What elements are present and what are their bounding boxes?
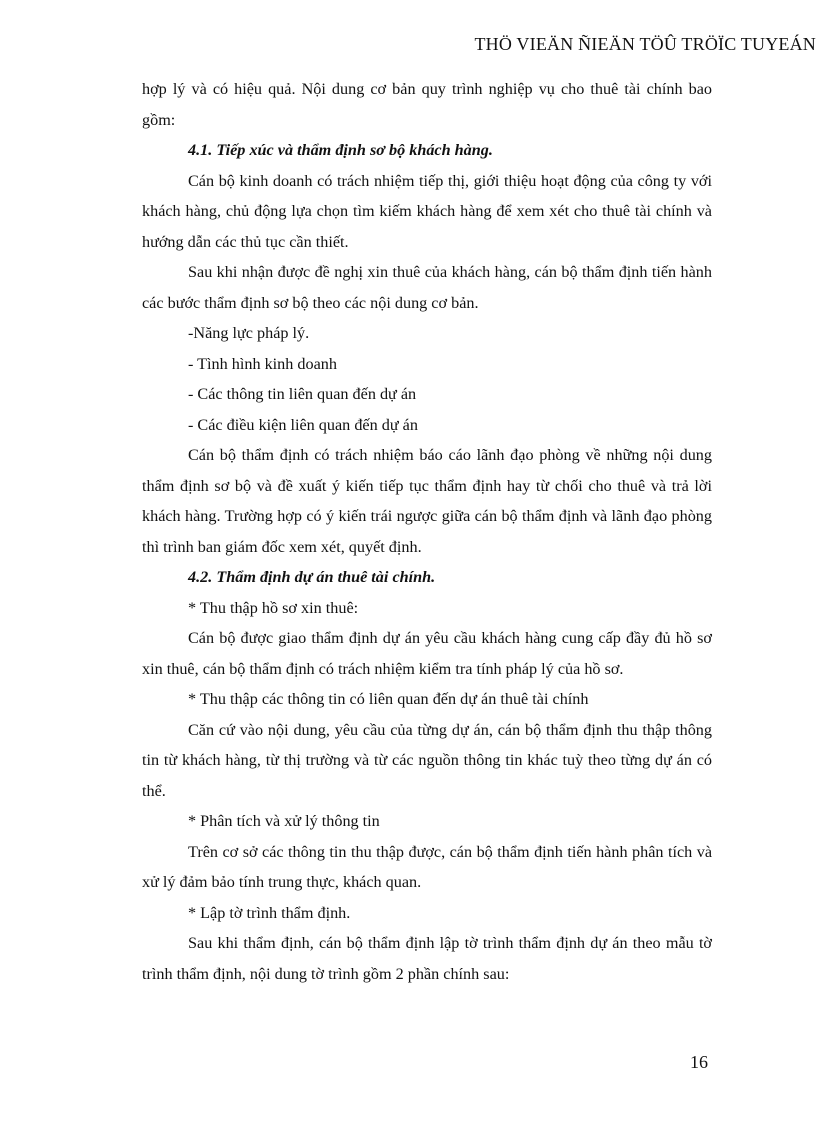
paragraph: Sau khi nhận được đề nghị xin thuê của khách hàng, cán bộ thẩm định tiến hành các bước thẩm định sơ bộ theo các nội dung cơ bản. (142, 263, 712, 312)
list-item: - Các thông tin liên quan đến dự án (188, 385, 417, 403)
section-heading: 4.2. Thẩm định dự án thuê tài chính. (188, 568, 436, 586)
list-item: * Phân tích và xử lý thông tin (188, 812, 380, 830)
paragraph: Căn cứ vào nội dung, yêu cầu của từng dự án, cán bộ thẩm định thu thập thông tin từ khách hàng, từ thị trường và từ các nguồn thông tin khác tuỳ theo từng dự án có thể. (142, 720, 712, 800)
list-item: - Tình hình kinh doanh (188, 354, 337, 373)
paragraph: Sau khi thẩm định, cán bộ thẩm định lập tờ trình thẩm định dự án theo mẫu tờ trình thẩm định, nội dung tờ trình gồm 2 phần chính sau: (142, 934, 712, 983)
list-item: * Thu thập các thông tin có liên quan đến dự án thuê tài chính (188, 690, 589, 708)
page-header: THÖ VIEÄN ÑIEÄN TÖÛ TRÖÏC TUYEÁN (474, 34, 816, 54)
list-item: -Năng lực pháp lý. (188, 324, 310, 342)
paragraph: Trên cơ sở các thông tin thu thập được, cán bộ thẩm định tiến hành phân tích và xử lý đảm bảo tính trung thực, khách quan. (142, 842, 712, 891)
list-item: * Thu thập hồ sơ xin thuê: (188, 598, 359, 617)
list-item: * Lập tờ trình thẩm định. (188, 903, 351, 922)
paragraph: Cán bộ được giao thẩm định dự án yêu cầu khách hàng cung cấp đầy đủ hồ sơ xin thuê, cán bộ thẩm định có trách nhiệm kiểm tra tính pháp lý của hồ sơ. (142, 629, 712, 678)
document-body (142, 74, 712, 989)
list-item: - Các điều kiện liên quan đến dự án (188, 415, 418, 434)
section-heading: 4.1. Tiếp xúc và thẩm định sơ bộ khách hàng. (188, 141, 493, 159)
page-number: 16 (690, 1052, 708, 1072)
paragraph: Cán bộ thẩm định có trách nhiệm báo cáo lãnh đạo phòng về những nội dung thẩm định sơ bộ và đề xuất ý kiến tiếp tục thẩm định hay từ chối cho thuê và trả lời khách hàng. Trường hợp có ý kiến trái ngược giữa cán bộ thẩm định và lãnh đạo phòng thì trình ban giám đốc xem xét, quyết định. (142, 446, 712, 556)
paragraph: Cán bộ kinh doanh có trách nhiệm tiếp thị, giới thiệu hoạt động của công ty với khách hàng, chủ động lựa chọn tìm kiếm khách hàng để xem xét cho thuê tài chính và hướng dẫn các thủ tục cần thiết. (142, 171, 712, 251)
paragraph: hợp lý và có hiệu quả. Nội dung cơ bản quy trình nghiệp vụ cho thuê tài chính bao gồm: (142, 80, 712, 129)
